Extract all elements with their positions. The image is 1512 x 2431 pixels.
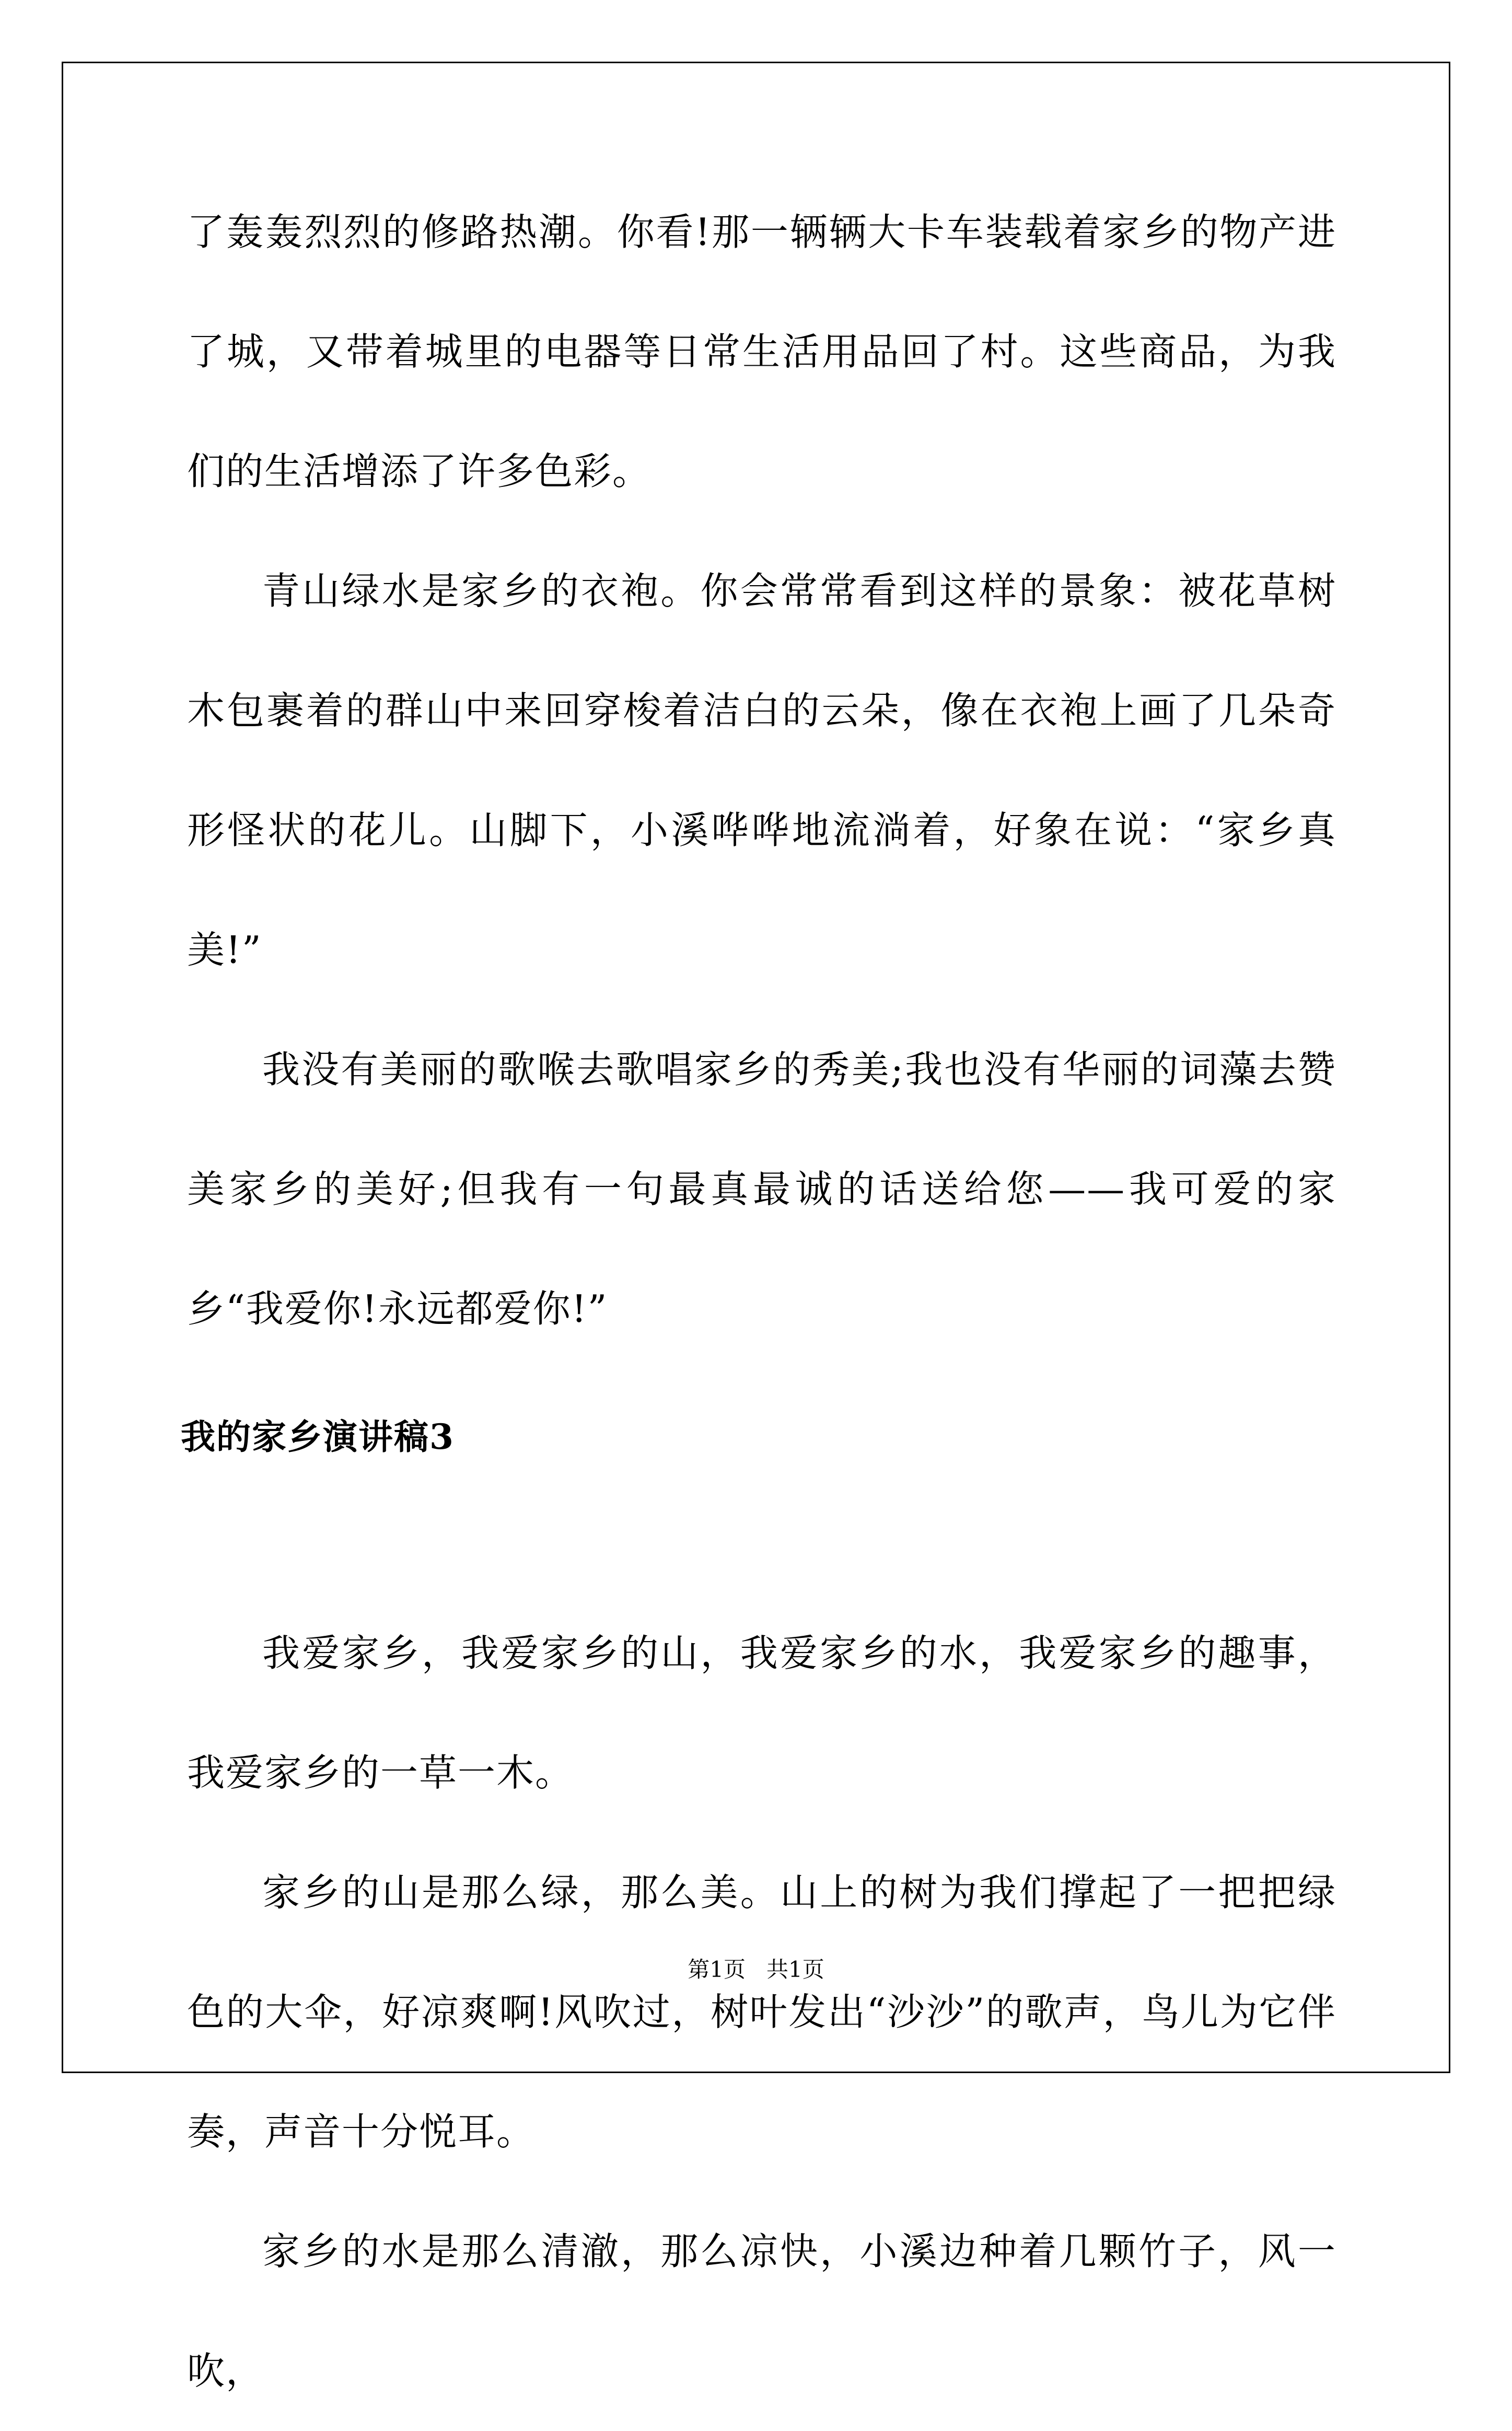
section-spacer [187,1489,1336,1593]
section-title: 我的家乡演讲稿3 [181,1416,455,1457]
page-footer: 第1页 共1页 [688,1957,824,1982]
paragraph-hometown-mountains: 家乡的山是那么绿，那么美。山上的树为我们撑起了一把把绿色的大伞，好凉爽啊!风吹过，树叶发出“沙沙”的歌声，鸟儿为它伴奏，声音十分悦耳。 [187,1870,1336,2154]
document-body [181,172,1336,2431]
paragraph-road-building: 了轰轰烈烈的修路热潮。你看!那一辆辆大卡车装载着家乡的物产进了城，又带着城里的电器等日常生活用品回了村。这些商品，为我们的生活增添了许多色彩。 [187,210,1336,493]
paragraph-love-hometown: 我没有美丽的歌喉去歌唱家乡的秀美;我也没有华丽的词藻去赞美家乡的美好;但我有一句最真最诚的话送给您——我可爱的家乡“我爱你!永远都爱你!” [187,1048,1336,1331]
paragraph-green-mountains: 青山绿水是家乡的衣袍。你会常常看到这样的景象：被花草树木包裹着的群山中来回穿梭着洁白的云朵，像在衣袍上画了几朵奇形怪状的花儿。山脚下，小溪哗哗地流淌着，好象在说：“家乡真美!” [187,569,1336,972]
paragraph-hometown-water: 家乡的水是那么清澈，那么凉快，小溪边种着几颗竹子，风一吹， [187,2229,1336,2393]
paragraph-i-love-hometown: 我爱家乡，我爱家乡的山，我爱家乡的水，我爱家乡的趣事，我爱家乡的一草一木。 [187,1631,1336,1795]
